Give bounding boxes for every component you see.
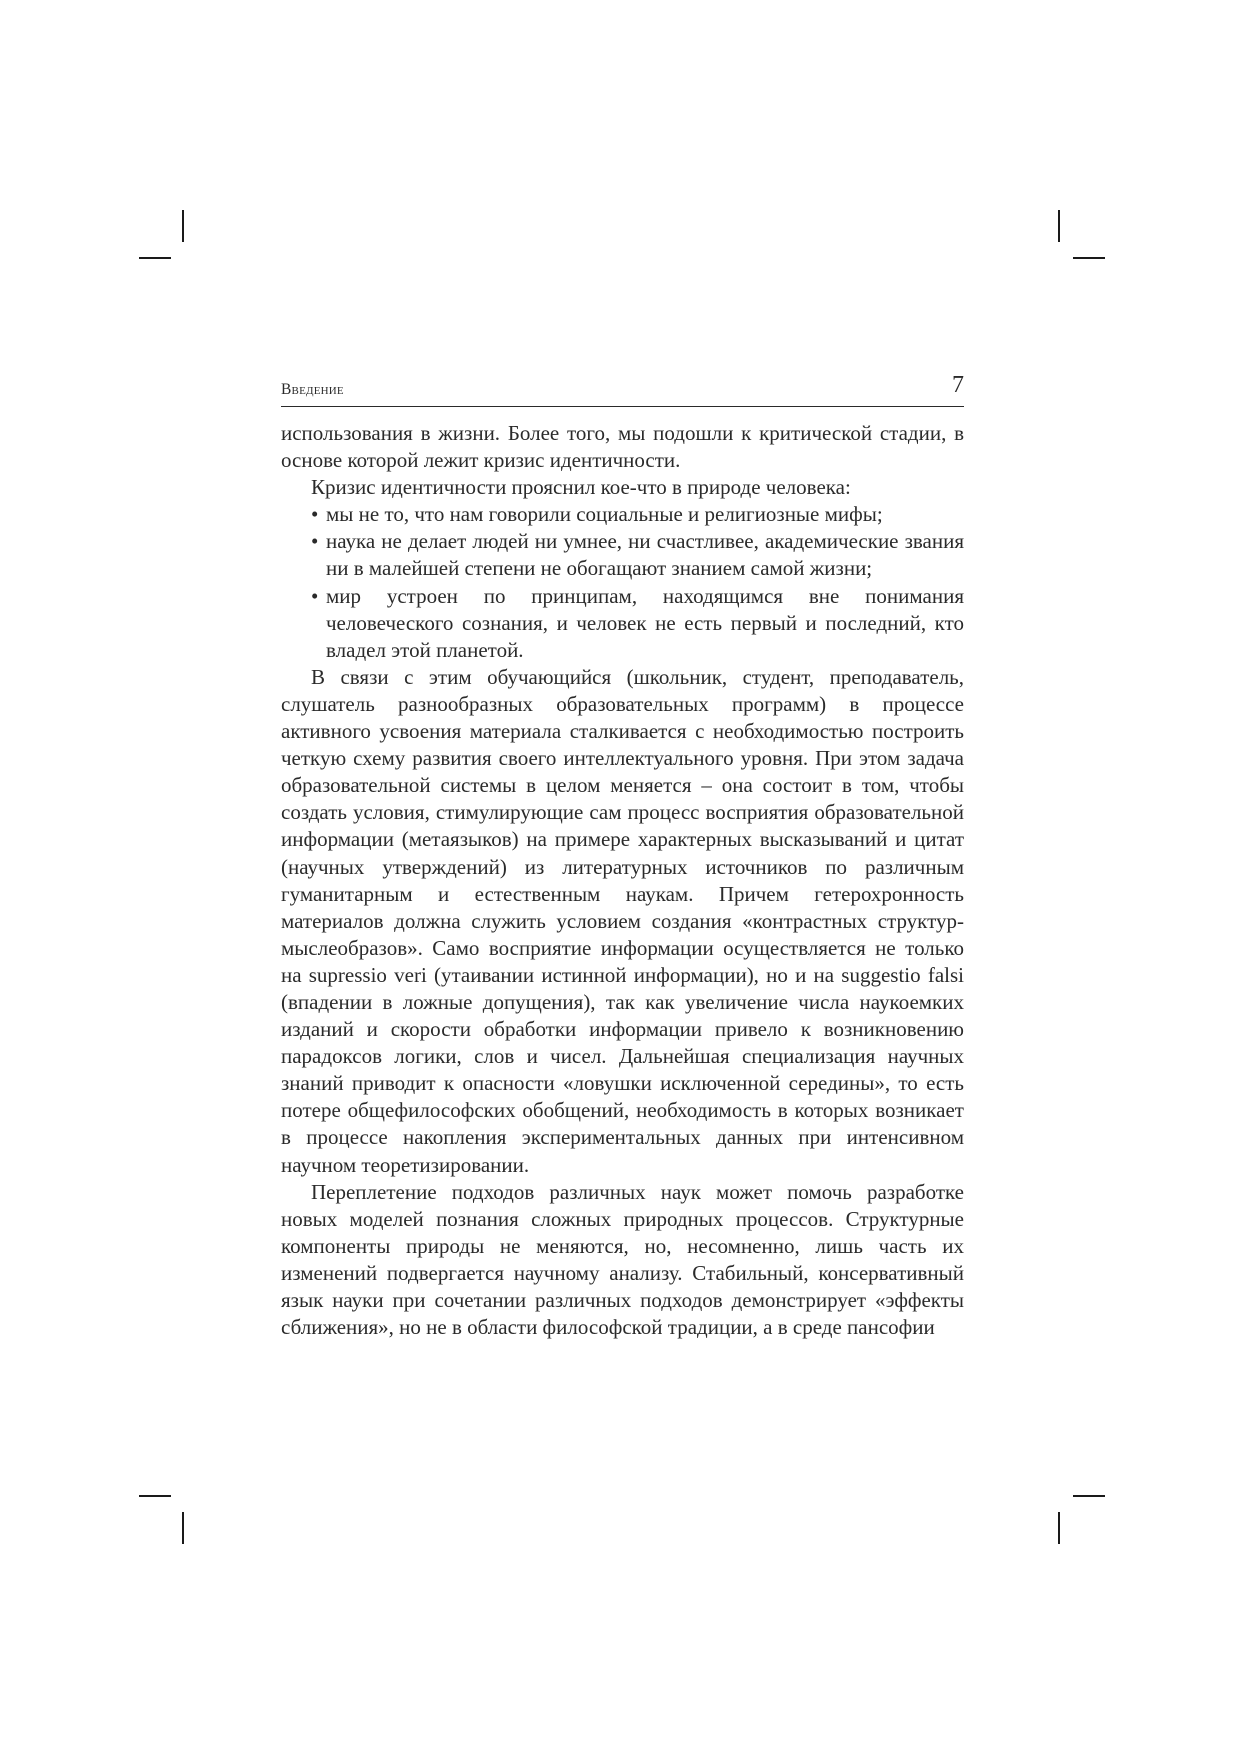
crop-mark-top-right-vertical (1058, 210, 1060, 242)
crop-mark-bottom-right-vertical (1058, 1512, 1060, 1544)
bullet-list (281, 501, 964, 664)
crop-mark-top-right-horizontal (1073, 257, 1105, 259)
crop-mark-top-left-horizontal (139, 257, 171, 259)
page-number: 7 (952, 372, 964, 398)
paragraph-continuation: использования в жизни. Более того, мы подошли к критической стадии, в основе которой лежит кризис идентичности. (281, 421, 964, 473)
list-item: • мы не то, что нам говорили социальные и религиозные мифы; (311, 501, 964, 528)
crop-mark-bottom-left-vertical (182, 1512, 184, 1544)
crop-mark-bottom-left-horizontal (139, 1495, 171, 1497)
running-title: Введение (281, 381, 344, 398)
paragraph-interweaving: Переплетение подходов различных наук может помочь разработке новых моделей познания сложных природных процессов. Структурные компоненты природы не меняются, но, несомненно, лишь часть их изменений подвергается научному анализу. Стабильный, консервативный язык науки при сочетании различных подходов демонстрирует «эффекты сближения», но не в области философской традиции, а в среде пансофии (281, 1179, 964, 1340)
paragraph-learning: В связи с этим обучающийся (школьник, студент, преподаватель, слушатель разнообразных образовательных программ) в процессе активного усвоения материала сталкивается с необходимостью построить четкую схему развития своего интеллектуального уровня. При этом задача образовательной системы в целом меняется – она состоит в том, чтобы создать условия, стимулирующие сам процесс восприятия образовательной информации (метаязыков) на примере характерных высказываний и цитат (научных утверждений) из литературных источников по различным гуманитарным и естественным наукам. Причем гетерохронность материалов должна служить условием создания «контрастных структур-мыслеобразов». Само восприятие информации осуществляется не только на supressio veri (утаивании истинной информации), но и на suggestio falsi (впадении в ложные допущения), так как увеличение числа наукоемких изданий и скорости обработки информации привело к возникновению парадоксов логики, слов и чисел. Дальнейшая специализация научных знаний приводит к опасности «ловушки исключенной середины», то есть потере общефилософских обобщений, необходимость в которых возникает в процессе накопления экспериментальных данных при интенсивном научном теоретизировании. (281, 664, 964, 1177)
list-item: • мир устроен по принципам, находящимся вне понимания человеческого сознания, и человек не есть первый и последний, кто владел этой планетой. (311, 583, 964, 664)
running-header (281, 372, 964, 407)
crop-mark-bottom-right-horizontal (1073, 1495, 1105, 1497)
body-text (281, 420, 964, 1341)
list-item: • наука не делает людей ни умнее, ни счастливее, академические звания ни в малейшей степени не обогащают знанием самой жизни; (311, 528, 964, 582)
crop-mark-top-left-vertical (182, 210, 184, 242)
paragraph-identity-crisis: Кризис идентичности прояснил кое-что в природе человека: (311, 475, 851, 500)
